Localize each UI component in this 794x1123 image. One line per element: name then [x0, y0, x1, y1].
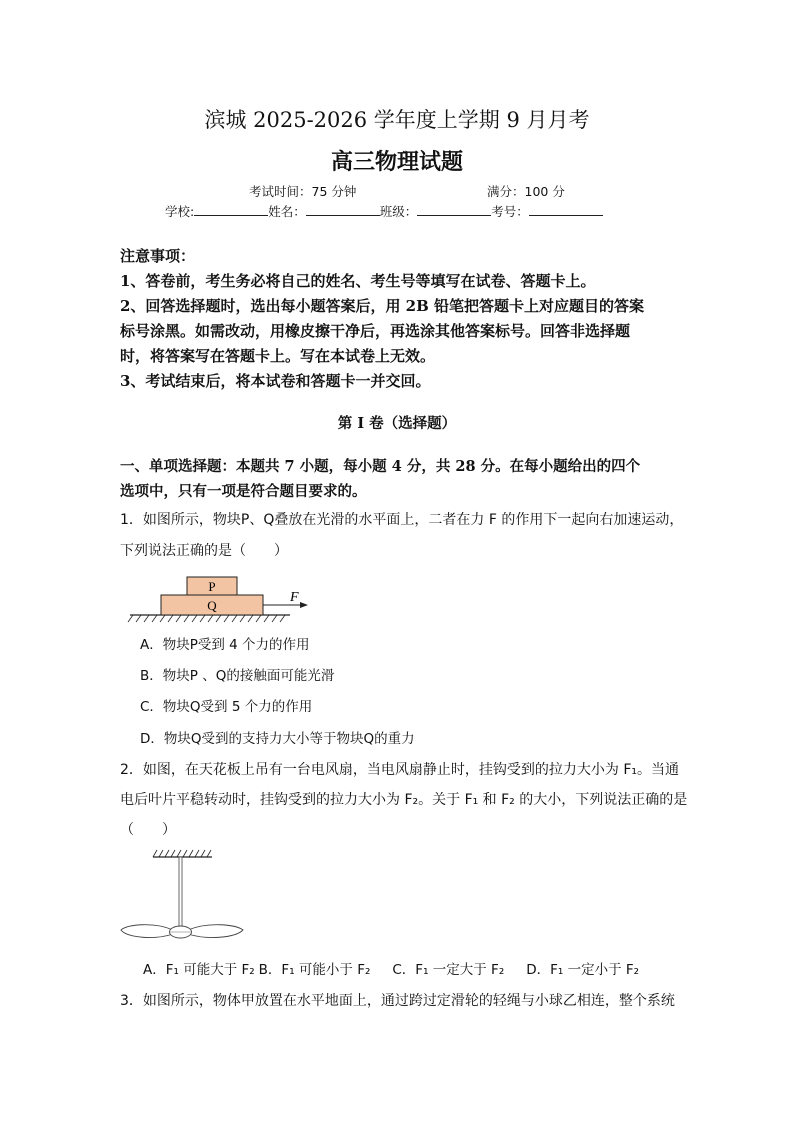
- q1-option-a: A．物块P受到 4 个力的作用: [140, 637, 310, 653]
- id-field[interactable]: [529, 203, 603, 216]
- q2-option-c: C．F₁ 一定大于 F₂: [392, 962, 505, 978]
- exam-subtitle: 高三物理试题: [330, 149, 463, 175]
- ground-surface: [128, 615, 290, 622]
- exam-time: 考试时间：75 分钟: [249, 184, 357, 199]
- notice-line: 2、回答选择题时，选出每小题答案后，用 2B 铅笔把答题卡上对应题目的答案: [120, 297, 644, 315]
- fan-rod: [179, 857, 182, 929]
- block-q-label: Q: [207, 598, 217, 613]
- q2-fan-figure: [115, 848, 250, 948]
- q2-option-d: D．F₁ 一定小于 F₂: [526, 962, 640, 978]
- q2-stem-line2: 电后叶片平稳转动时，挂钩受到的拉力大小为 F₂。关于 F₁ 和 F₂ 的大小，下列说法正确的是: [120, 792, 688, 808]
- q3-stem-line1: 3．如图所示，物体甲放置在水平地面上，通过跨过定滑轮的轻绳与小球乙相连，整个系统: [120, 993, 675, 1009]
- q2-stem-line1: 2．如图，在天花板上吊有一台电风扇，当电风扇静止时，挂钩受到的拉力大小为 F₁。当通: [120, 762, 680, 778]
- name-field[interactable]: [306, 203, 380, 216]
- info-fields-row: [165, 202, 603, 220]
- q1-stem-line2: 下列说法正确的是（ ）: [120, 543, 288, 559]
- q1-stem-line1: 1．如图所示，物块P、Q叠放在光滑的水平面上，二者在力 F 的作用下一起向右加速运动，: [120, 512, 684, 528]
- class-field[interactable]: [417, 203, 491, 216]
- force-arrow: [263, 602, 308, 608]
- q1-figure: [125, 572, 325, 628]
- q2-option-b: B．F₁ 可能小于 F₂: [258, 962, 371, 978]
- class-label: 班级：: [379, 204, 418, 219]
- q2-options-row: [143, 958, 639, 978]
- notice-line: 时，将答案写在答题卡上。写在本试卷上无效。: [120, 347, 436, 365]
- fan-blade-right: [188, 925, 243, 938]
- q2-option-a: A．F₁ 可能大于 F₂: [143, 962, 255, 978]
- ceiling: [153, 850, 212, 857]
- exam-score: 满分：100 分: [487, 184, 565, 199]
- school-label: 学校:: [165, 204, 195, 219]
- block-p-label: P: [208, 579, 216, 594]
- q1-option-b: B．物块P 、Q的接触面可能光滑: [140, 668, 335, 684]
- notice-line: 3、考试结束后，将本试卷和答题卡一并交回。: [120, 372, 431, 390]
- id-label: 考号：: [491, 204, 529, 219]
- section-heading-line2: 选项中，只有一项是符合题目要求的。: [120, 483, 367, 500]
- section-heading-line1: 一、单项选择题：本题共 7 小题，每小题 4 分，共 28 分。在每小题给出的四个: [120, 458, 641, 475]
- force-label: F: [290, 590, 299, 605]
- notice-line: 标号涂黑。如需改动，用橡皮擦干净后，再选涂其他答案标号。回答非选择题: [120, 322, 631, 340]
- notice-heading: 注意事项：: [120, 247, 196, 265]
- name-label: 姓名：: [268, 204, 306, 219]
- q2-stem-line3: （ ）: [120, 822, 176, 838]
- part-heading: 第 I 卷（选择题）: [337, 415, 457, 432]
- fan-blade-left: [121, 925, 173, 938]
- exam-title: 滨城 2025-2026 学年度上学期 9 月月考: [204, 108, 590, 132]
- school-field[interactable]: [194, 203, 268, 216]
- q1-option-c: C．物块Q受到 5 个力的作用: [140, 699, 313, 715]
- q1-option-d: D．物块Q受到的支持力大小等于物块Q的重力: [140, 731, 415, 747]
- notice-line: 1、答卷前，考生务必将自己的姓名、考生号等填写在试卷、答题卡上。: [120, 272, 596, 290]
